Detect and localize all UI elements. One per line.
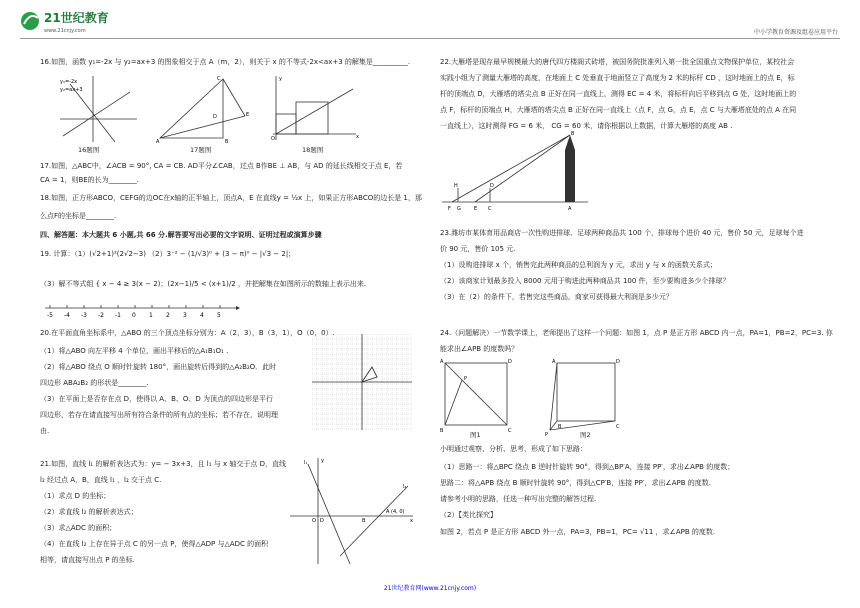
q20-3c: 由. [40,427,50,435]
svg-text:x: x [410,518,413,524]
q24b: 能求出∠APB 的度数吗？ [440,345,519,353]
fig16 [55,74,140,144]
caption-18: 18题图 [302,146,324,154]
fig21 [290,456,415,566]
svg-text:C: C [217,76,221,82]
q21b: l₂ 经过点 A，B，直线 l₁ ，l₂ 交于点 C. [40,476,162,484]
svg-text:P: P [464,376,468,382]
fig17 [155,74,250,144]
svg-text:E: E [474,206,478,212]
caption-17: 17题图 [190,146,212,154]
q20-1: （1）将△ABO 向左平移 4 个单位，画出平移后的△A₁B₁O₁ . [40,347,229,355]
q23-2: （2）该商家计划最多投入 8000 元用于购进此两种商品共 100 件，至少要购进多少个排球？ [440,277,730,285]
fig16-y1-label: y₁=-2x [60,79,78,85]
q21-4: （4）在直线 l₂ 上存在异于点 C 的另一点 P，使得△ADP 与△ADC 的面积 [40,540,269,548]
fig24-1 [440,358,520,438]
section-4-title: 四、解答题：本大题共 6 小题,共 66 分.解答要写出必要的文字说明、证明过程或演算步骤 [40,231,322,239]
q23b: 价 90 元，售价 105 元. [440,245,516,253]
q19: 19. 计算：（1）(√2+1)²(2√2−3) （2）3⁻² − (1/√3)⁰ + (3 − π)⁰ − |√3 − 2|； [40,250,296,258]
q23-3: （3）在（2）的条件下，若售完这些商品，商家可获得最大利润是多少元？ [440,293,673,301]
q21-3: （3）求△ADC 的面积； [40,524,117,532]
q24-5: 如图 2，若点 P 是正方形 ABCD 外一点，PA=3，PB=1，PC= √11 ，求∠APB 的度数. [440,528,716,536]
q21-1: （1）求点 D 的坐标； [40,492,111,500]
q24-4: （2）【类比探究】 [440,511,497,519]
svg-text:y: y [279,76,282,82]
q24-3: 请参考小明的思路，任选一种写出完整的解答过程. [440,495,597,503]
q23-1: （1）设购进排球 x 个，销售完此两种商品的总利润为 y 元，求出 y 与 x 的函数关系式； [440,261,717,269]
q21-2: （2）求直线 l₂ 的解析表达式； [40,508,138,516]
numline-label: -1 [115,312,121,319]
numline-label: -3 [81,312,87,319]
site-name: 中小学教育资源及组卷应用平台 [753,29,838,36]
numline-label: -2 [98,312,104,319]
q22c: 杆的顶端点 D，大雁塔的塔尖点 B 正好在同一直线上，测得 EC = 4 米，将标杆向后平移到点 G 处，这时地面上的 [440,90,797,98]
q21-4b: 相等，请直接写出点 P 的坐标. [40,556,135,564]
svg-text:www.21cnjy.com: www.21cnjy.com [44,28,86,34]
q22b: 实践小组为了测量大雁塔的高度，在地面上 C 处垂直于地面竖立了高度为 2 米的标杆 CD ，这时地面上的点 E，标 [440,74,795,82]
numline-label: 3 [183,312,187,319]
svg-text:A: A [156,139,160,144]
svg-text:C: C [616,424,620,430]
q22e: 一直线上），这时测得 FG = 6 米， CG = 60 米，请你根据以上数据，计算大雁塔的高度 AB . [440,122,733,130]
fig22 [440,130,590,212]
svg-text:B: B [440,428,444,434]
svg-text:P: P [545,432,549,438]
q20: 20.在平面直角坐标系中，△ABO 的三个顶点坐标分别为：A（2，3），B（3，1），O（0，0）. [40,329,335,337]
q24-1: （1）思路一：将△BPC 绕点 B 逆时针旋转 90°，得到△BP′A，连接 PP′，求出∠APB 的度数； [440,463,735,471]
svg-text:B: B [558,424,562,430]
svg-text:B: B [225,139,229,144]
fig1-caption: 图1 [470,431,481,439]
grid-figure [312,334,412,430]
svg-text:D: D [490,183,494,189]
svg-text:A: A [552,359,556,365]
svg-text:O: O [312,518,316,524]
q22d: 点 F，标杆的顶端点 H，大雁塔的塔尖点 B 正好在同一直线上（点 F，点 G，点 E，点 C 与大雁塔底处的点 A 在同 [440,106,797,114]
svg-text:B: B [571,131,575,137]
svg-text:A: A [440,359,444,365]
svg-text:H: H [454,183,458,189]
logo-icon [18,6,128,36]
svg-text:D: D [320,518,324,524]
fig24-2 [545,358,625,438]
svg-text:D: D [508,359,512,365]
q20-3b: 四边形，若存在请直接写出所有符合条件的所有点的坐标；若不存在，说明理 [40,411,278,419]
q19-3: （3）解不等式组 { x − 4 ≥ 3(x − 2)；(2x−1)/5 < (x+1)/2 ，并把解集在如图所示的数轴上表示出来. [40,280,367,288]
fig2-caption: 图2 [580,431,591,439]
svg-text:21世纪教育: 21世纪教育 [44,11,109,25]
footer-link[interactable]: 21世纪教育网(www.21cnjy.com) [383,585,477,592]
caption-16: 16题图 [78,146,100,154]
q23: 23.潍坊市某体育用品商店一次性购进排球、足球两种商品共 100 个，排球每个进价 40 元，售价 50 元，足球每个进 [440,229,804,237]
numline-label: -4 [64,312,70,319]
svg-text:l₁: l₁ [304,460,308,466]
svg-text:A (4, 0): A (4, 0) [386,509,405,515]
fig16-y2-label: y₂=ax+3 [60,87,83,93]
q18b: 么点F的坐标是________. [40,212,117,220]
q17b: CA = 1，则BE的长为________. [40,176,139,184]
fig18 [268,74,360,144]
q24c: 小明通过观察、分析、思考，形成了如下思路： [440,445,587,453]
svg-text:G: G [457,206,461,212]
svg-text:C: C [508,428,512,434]
q16: 16.如图，函数 y₁=-2x 与 y₂=ax+3 的图象相交于点 A（m，2），则关于 x 的不等式-2x<ax+3 的解集是__________. [40,58,411,66]
svg-text:D: D [616,359,620,365]
numline-label: -5 [47,312,53,319]
svg-text:y: y [321,458,324,464]
q22a: 22.大雁塔是现存最早规模最大的唐代四方楼阁式砖塔，被国务院批准列入第一批全国重点文物保护单位，某校社会 [440,58,795,66]
header-rule [20,38,840,39]
q21: 21.如图，直线 l₁ 的解析表达式为：y= − 3x+3，且 l₁ 与 x 轴交于点 D，直线 [40,460,286,468]
svg-text:l₂: l₂ [403,484,407,490]
svg-text:F: F [448,206,451,212]
q17a: 17.如图，△ABC中，∠ACB = 90°, CA = CB. AD平分∠CAB，过点 B作BE ⊥ AB，与 AD 的延长线相交于点 E，若 [40,162,403,170]
svg-text:C: C [488,206,492,212]
svg-text:B: B [362,518,366,524]
numline-label: 2 [166,312,170,319]
q20-2: （2）将△ABO 绕点 O 顺时针旋转 180°，画出旋转后得到的△A₂B₂O．此时 [40,363,277,371]
page-header [0,0,860,40]
q24-2: 思路二：将△APB 绕点 B 顺时针旋转 90°，得到△CP′B，连接 PP′，求出∠APB 的度数. [440,479,711,487]
q20-2b: 四边形 ABA₂B₂ 的形状是________. [40,379,149,387]
svg-text:E: E [246,112,250,118]
numline-label: 0 [132,312,136,319]
numline-label: 1 [149,312,153,319]
number-line [40,302,240,322]
q18a: 18.如图，正方形ABCO，CEFG的边OC在x轴的正半轴上，顶点A，E 在直线y = ½x 上，如果正方形ABCO的边长是 1，那 [40,194,422,202]
svg-text:O: O [271,136,275,142]
numline-label: 5 [217,312,221,319]
svg-text:x: x [356,134,359,140]
numline-label: 4 [200,312,204,319]
q24: 24.（问题解决）一节数学课上，老师提出了这样一个问题：如图 1，点 P 是正方形 ABCD 内一点，PA=1，PB=2，PC=3. 你 [440,329,833,337]
svg-text:A: A [568,206,572,212]
q20-3: （3）在平面上是否存在点 D，使得以 A、B、O、D 为顶点的四边形是平行 [40,395,274,403]
svg-text:D: D [213,114,217,120]
